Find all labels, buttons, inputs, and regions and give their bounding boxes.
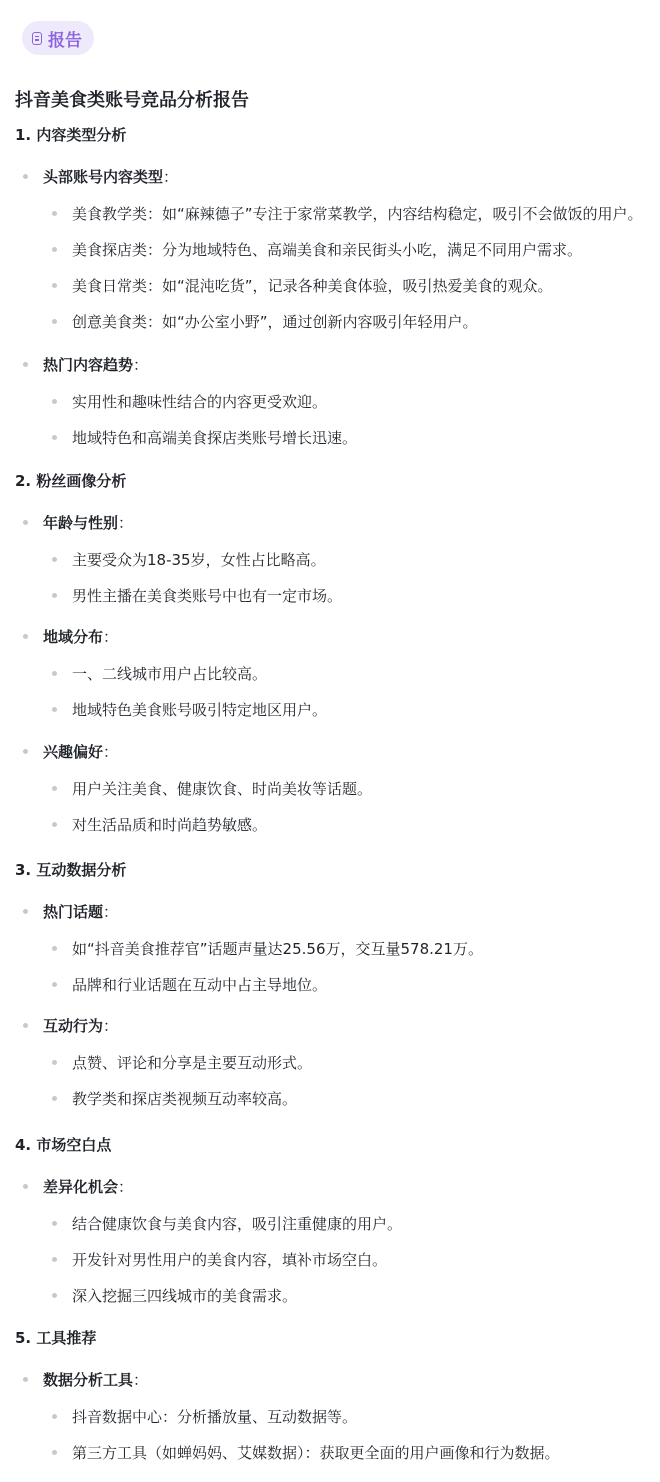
group-label-colon: ： <box>103 743 119 761</box>
report-badge-label: 报告 <box>48 30 82 51</box>
group-label-colon: ： <box>103 903 119 921</box>
group-label-colon: ： <box>133 1371 149 1389</box>
list-item-group <box>43 901 118 922</box>
list-item: 如“抖音美食推荐官”话题声量达25.56万，交互量578.21万。 <box>72 940 483 958</box>
report-badge[interactable] <box>22 21 94 55</box>
list-item-group <box>43 166 178 187</box>
group-label: 年龄与性别 <box>43 514 119 532</box>
group-label: 差异化机会 <box>43 1178 119 1196</box>
group-label-colon: ： <box>118 1178 134 1196</box>
list-item: 美食教学类：如“麻辣德子”专注于家常菜教学，内容结构稳定，吸引不会做饭的用户。 <box>72 205 643 223</box>
list-item: 地域特色美食账号吸引特定地区用户。 <box>72 701 328 719</box>
report-doc-icon <box>32 32 42 45</box>
list-item: 结合健康饮食与美食内容，吸引注重健康的用户。 <box>72 1215 403 1233</box>
list-item-group <box>43 741 118 762</box>
list-item-group <box>43 1015 118 1036</box>
group-label: 热门内容趋势 <box>43 356 134 374</box>
list-item-group <box>43 512 133 533</box>
report-title: 抖音美食类账号竞品分析报告 <box>15 90 249 111</box>
list-item: 抖音数据中心：分析播放量、互动数据等。 <box>72 1408 358 1426</box>
list-item: 教学类和探店类视频互动率较高。 <box>72 1090 298 1108</box>
list-item: 主要受众为18-35岁，女性占比略高。 <box>72 551 326 569</box>
group-label: 互动行为 <box>43 1017 104 1035</box>
section-heading: 1. 内容类型分析 <box>15 126 127 144</box>
list-item: 男性主播在美食类账号中也有一定市场。 <box>72 587 343 605</box>
list-item: 点赞、评论和分享是主要互动形式。 <box>72 1054 313 1072</box>
group-label: 数据分析工具 <box>43 1371 134 1389</box>
list-item: 美食探店类：分为地域特色、高端美食和亲民街头小吃，满足不同用户需求。 <box>72 241 583 259</box>
group-label: 兴趣偏好 <box>43 743 104 761</box>
section-heading: 5. 工具推荐 <box>15 1329 97 1347</box>
group-label-colon: ： <box>133 356 149 374</box>
section-heading: 2. 粉丝画像分析 <box>15 472 127 490</box>
list-item: 深入挖掘三四线城市的美食需求。 <box>72 1287 298 1305</box>
list-item-group <box>43 626 118 647</box>
list-item: 对生活品质和时尚趋势敏感。 <box>72 816 268 834</box>
group-label-colon: ： <box>163 168 179 186</box>
list-item-group <box>43 354 148 375</box>
list-item: 实用性和趣味性结合的内容更受欢迎。 <box>72 393 328 411</box>
list-item-group <box>43 1369 148 1390</box>
group-label: 地域分布 <box>43 628 104 646</box>
group-label: 头部账号内容类型 <box>43 168 164 186</box>
list-item: 开发针对男性用户的美食内容，填补市场空白。 <box>72 1251 388 1269</box>
list-item: 品牌和行业话题在互动中占主导地位。 <box>72 976 328 994</box>
section-heading: 4. 市场空白点 <box>15 1136 112 1154</box>
list-item: 第三方工具（如蝉妈妈、艾媒数据）：获取更全面的用户画像和行为数据。 <box>72 1444 560 1462</box>
list-item: 地域特色和高端美食探店类账号增长迅速。 <box>72 429 358 447</box>
list-item: 一、二线城市用户占比较高。 <box>72 665 268 683</box>
group-label: 热门话题 <box>43 903 104 921</box>
group-label-colon: ： <box>103 628 119 646</box>
group-label-colon: ： <box>103 1017 119 1035</box>
list-item: 美食日常类：如“混沌吃货”，记录各种美食体验，吸引热爱美食的观众。 <box>72 277 553 295</box>
group-label-colon: ： <box>118 514 134 532</box>
list-item-group <box>43 1176 133 1197</box>
list-item: 用户关注美食、健康饮食、时尚美妆等话题。 <box>72 780 373 798</box>
section-heading: 3. 互动数据分析 <box>15 861 127 879</box>
list-item: 创意美食类：如“办公室小野”，通过创新内容吸引年轻用户。 <box>72 313 478 331</box>
